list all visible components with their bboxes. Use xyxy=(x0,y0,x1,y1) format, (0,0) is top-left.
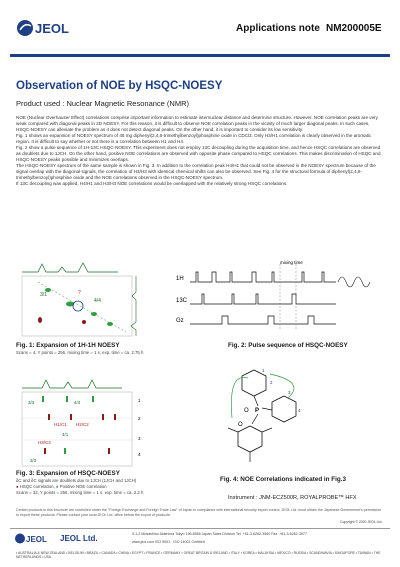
body-paragraph: NOE (Nuclear Overhauser Effect) correlations comprise important information to estimate internuclear distance and determine structure. However, NOE correlation peaks are very weak compared with diagonal peaks in 2D NOESY. For this reason, it is difficult to observe NOE correlation peaks in the vicinity of much larger diagonal peaks. In such cases, HSQC-NOESY can alleviate the problem as it does not detect diagonal peaks. On the other hand, it is important to consider its low sensitivity. xyxy=(16,115,378,132)
svg-text:4: 4 xyxy=(298,408,301,413)
svg-text:13C: 13C xyxy=(176,298,188,304)
fig1-params: Scans = 4, Y points = 256, mixing time = 1 s, exp. time = ca. 2.75 h xyxy=(16,350,144,355)
svg-text:3/3: 3/3 xyxy=(30,458,37,463)
fig2-caption: Fig. 2: Pulse sequence of HSQC-NOESY xyxy=(228,342,348,349)
svg-text:?: ? xyxy=(78,290,81,296)
body-paragraph: The HSQC-NOESY spectrum of the same sample is shown in Fig. 3. In addition to the correlation peak H4/H1 that could not be observed in the NOESY spectrum because of the signal overlap with the diagonal signals, the correlation of H3/H3 with identical chemical shifts can also be observed. See Fig. 4 for the structural formula of diphenyl(2,4,6-trimethylbenzoyl)phosphine oxide and the NOE correlations observed in the HSQC-NOESY spectrum. xyxy=(16,163,376,180)
footer-company: JEOL Ltd. xyxy=(60,534,98,543)
fig3-legend xyxy=(16,484,107,489)
svg-text:4/4: 4/4 xyxy=(94,298,101,304)
noesy-circle xyxy=(73,301,83,311)
svg-text:2: 2 xyxy=(270,380,273,385)
header-rule xyxy=(10,54,390,57)
copyright: Copyright © 2020 JEOL Ltd. xyxy=(340,520,383,524)
noesy-peak xyxy=(107,322,113,326)
noesy-peak xyxy=(82,320,86,324)
body-paragraph: Fig. 2 show a pulse sequence of 1H-13C HSQC-NOESY. This experiment does not employ 13C decoupling during the acquisition time, and hence HSQC correlations are observed as doublets due to 1JCH. On the other hand, positive NOE correlations are observed with opposite phase compared to HSQC correlations. This makes discrimination of HSQC and HSQC-NOESY peaks possible and minimizes overlaps. xyxy=(16,145,381,162)
fig3-note: δC and δC signals are doublets due to 1JCH (1JCH and 1JCH) xyxy=(16,478,137,483)
legend-hsqc: HSQC correlation, xyxy=(19,484,55,489)
fig4-caption: Fig. 4: NOE Correlations indicated in Fig.3 xyxy=(220,476,346,483)
page-title: Observation of NOE by HSQC-NOESY xyxy=(16,80,223,92)
footer-countries: • AUSTRALIA & NEW ZEALAND • BELGIUM • BRAZIL • CANADA • CHINA • EGYPT • FRANCE • GERMANY • GREAT BRITAIN & IRELAND • ITALY • KOREA • MALAYSIA • MEXICO • RUSSIA • SCANDINAVIA • SINGAPORE • TAIWAN • THE NETHERLANDS • USA xyxy=(16,551,381,559)
legend-noe: Positive NOE correlation xyxy=(59,484,107,489)
footer-web[interactable]: www.jeol.com ISO 9001 · ISO 14001 Certified xyxy=(132,540,205,544)
svg-text:H3/C3: H3/C3 xyxy=(38,440,51,445)
svg-text:3: 3 xyxy=(288,390,291,395)
svg-text:3/3: 3/3 xyxy=(28,400,35,405)
fig3-params: Scans = 32, Y points = 256, mixing time = 1 s, exp. time = ca. 2.2 h xyxy=(16,490,144,495)
legend-swatch-noe: ● xyxy=(55,484,59,489)
body-paragraph: If 13C decoupling was applied, H4/H1 and H3/H3 NOE correlations would be overlapped with the relatively strong HSQC correlations. xyxy=(16,181,288,186)
noesy-peak xyxy=(91,312,97,316)
svg-text:mixing time: mixing time xyxy=(280,260,303,265)
footer-logo xyxy=(14,532,54,545)
doc-number: NM200005E xyxy=(326,23,382,34)
product-line: Product used : Nuclear Magnetic Resonance (NMR) xyxy=(16,99,189,108)
fig3-hsqc-noesy-spectrum xyxy=(18,378,168,470)
fig2-pulse-sequence xyxy=(172,258,384,338)
body-paragraph: Fig. 1 shows an expansion of NOESY spectrum of 45 mg diphenyl(2,4,6-trimethylbenzoyl)phosphine oxide in CDCl3. Only H3/H1 correlation is clearly observed in the aromatic region. It is difficult to say whether or not there is a correlation between H1 and H4. xyxy=(16,133,372,144)
svg-text:1: 1 xyxy=(262,368,265,373)
svg-text:1H: 1H xyxy=(176,276,184,282)
instrument-line: Instrument : JNM-ECZ500R, ROYALPROBE™ HFX xyxy=(228,495,357,501)
svg-text:4/4: 4/4 xyxy=(74,400,81,405)
fig4-structure xyxy=(188,362,318,482)
svg-text:H2/C2: H2/C2 xyxy=(76,422,89,427)
svg-text:P: P xyxy=(255,408,260,414)
svg-text:JEOL: JEOL xyxy=(26,535,47,544)
svg-text:O: O xyxy=(244,408,249,414)
noesy-peak xyxy=(38,317,42,323)
svg-text:H1/C1: H1/C1 xyxy=(54,422,67,427)
fine-print: Certain products in this brochure are controlled under the "Foreign Exchange and Foreign Trade Law" of Japan in compliance with international security export control. JEOL Ltd. must obtain the Japanese Government's permission to export these products. Please contact your local JEOL Ltd. office before the export of products. xyxy=(16,508,382,517)
body-text xyxy=(16,115,384,187)
doc-type: Applications note xyxy=(236,23,320,34)
svg-text:O: O xyxy=(238,422,243,428)
fig1-caption: Fig. 1: Expansion of 1H-1H NOESY xyxy=(16,342,120,349)
svg-text:2: 2 xyxy=(138,416,141,421)
svg-text:3/1: 3/1 xyxy=(40,292,47,298)
svg-text:1: 1 xyxy=(138,398,141,403)
svg-text:JEOL: JEOL xyxy=(35,21,69,36)
footer-rule xyxy=(10,528,390,529)
svg-text:3: 3 xyxy=(138,436,141,441)
svg-text:4/1: 4/1 xyxy=(62,432,69,437)
fig3-caption: Fig. 3: Expansion of HSQC-NOESY xyxy=(16,470,120,477)
legend-swatch-hsqc: ● xyxy=(16,484,19,489)
fig1-noesy-spectrum xyxy=(18,262,168,340)
jeol-logo xyxy=(16,18,76,38)
svg-text:Gz: Gz xyxy=(176,318,184,324)
svg-text:4: 4 xyxy=(138,452,141,457)
footer-address: 3-1-2 Musashino Akishima Tokyo 196-8558 Japan Sales Division Tel. +81-3-6262-3560 Fax. +81-3-6262-3577 xyxy=(132,532,307,536)
